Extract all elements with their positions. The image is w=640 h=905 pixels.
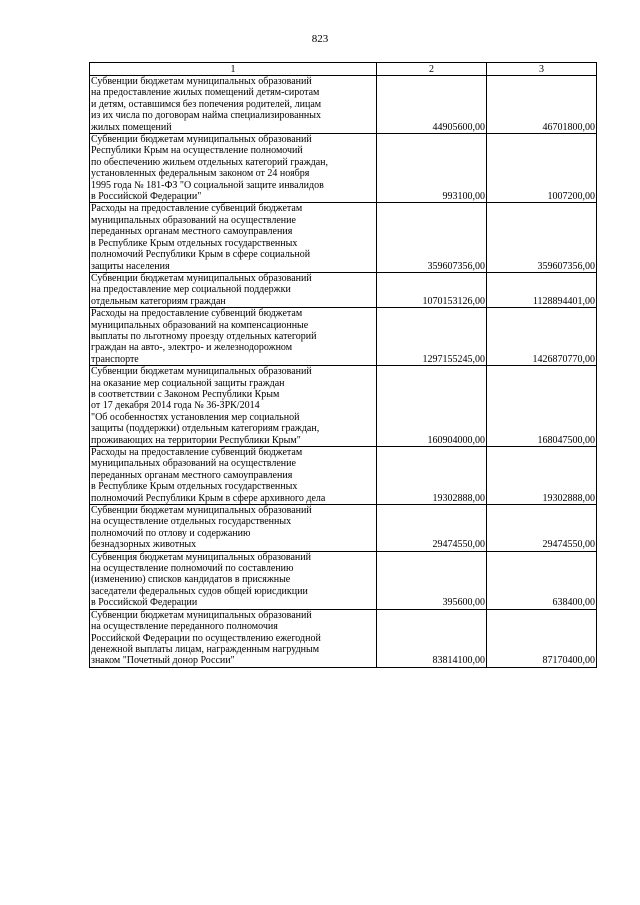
row-value-col3: 1007200,00 bbox=[487, 134, 597, 203]
row-value-col2: 83814100,00 bbox=[377, 609, 487, 667]
row-description: Расходы на предоставление субвенций бюджетам муниципальных образований на осуществление переданных органам местного самоуправления в Республике Крым отдельных государственных полномочий Республики Крым в сфере архивного дела bbox=[90, 447, 377, 505]
row-value-col2: 1297155245,00 bbox=[377, 308, 487, 366]
budget-table bbox=[89, 62, 597, 668]
row-description: Субвенции бюджетам муниципальных образований на осуществление отдельных государственных полномочий по отлову и содержанию безнадзорных животных bbox=[90, 505, 377, 552]
column-header-1: 1 bbox=[90, 63, 377, 76]
row-value-col3: 638400,00 bbox=[487, 551, 597, 609]
row-value-col3: 168047500,00 bbox=[487, 366, 597, 447]
page-number: 823 bbox=[311, 33, 329, 45]
row-value-col3: 29474550,00 bbox=[487, 505, 597, 552]
table-row bbox=[90, 551, 597, 609]
row-description: Субвенции бюджетам муниципальных образований на оказание мер социальной защиты граждан в соответствии с Законом Республики Крым от 17 декабря 2014 года № 36-ЗРК/2014 "Об особенностях установления мер социальной защиты (поддержки) отдельным категориям граждан, проживающих на территории Республики Крым" bbox=[90, 366, 377, 447]
table-row bbox=[90, 609, 597, 667]
table-header-row bbox=[90, 63, 597, 76]
row-description: Расходы на предоставление субвенций бюджетам муниципальных образований на осуществление переданных органам местного самоуправления в Республике Крым отдельных государственных полномочий Республики Крым в сфере социальной защиты населения bbox=[90, 203, 377, 272]
row-description: Расходы на предоставление субвенций бюджетам муниципальных образований на компенсационные выплаты по льготному проезду отдельных категорий граждан на авто-, электро- и железнодорожном транспорте bbox=[90, 308, 377, 366]
table-row bbox=[90, 308, 597, 366]
row-value-col3: 87170400,00 bbox=[487, 609, 597, 667]
column-header-3: 3 bbox=[487, 63, 597, 76]
row-value-col3: 359607356,00 bbox=[487, 203, 597, 272]
table-row bbox=[90, 203, 597, 272]
row-description: Субвенции бюджетам муниципальных образований на предоставление жилых помещений детям-сиротам и детям, оставшимся без попечения родителей, лицам из их числа по договорам найма специализированных жилых помещений bbox=[90, 76, 377, 134]
row-description: Субвенции бюджетам муниципальных образований на предоставление мер социальной поддержки отдельным категориям граждан bbox=[90, 272, 377, 307]
row-value-col3: 1426870770,00 bbox=[487, 308, 597, 366]
row-value-col2: 44905600,00 bbox=[377, 76, 487, 134]
table-row bbox=[90, 447, 597, 505]
table-row bbox=[90, 76, 597, 134]
table-row bbox=[90, 272, 597, 307]
row-value-col3: 1128894401,00 bbox=[487, 272, 597, 307]
table-row bbox=[90, 366, 597, 447]
row-description: Субвенции бюджетам муниципальных образований Республики Крым на осуществление полномочий по обеспечению жильем отдельных категорий граждан, установленных федеральным законом от 24 ноября 1995 года № 181-ФЗ "О социальной защите инвалидов в Российской Федерации" bbox=[90, 134, 377, 203]
table-row bbox=[90, 505, 597, 552]
row-value-col2: 1070153126,00 bbox=[377, 272, 487, 307]
row-value-col2: 395600,00 bbox=[377, 551, 487, 609]
row-value-col2: 993100,00 bbox=[377, 134, 487, 203]
row-description: Субвенция бюджетам муниципальных образований на осуществление полномочий по составлению (изменению) списков кандидатов в присяжные заседатели федеральных судов общей юрисдикции в Российской Федерации bbox=[90, 551, 377, 609]
row-value-col2: 29474550,00 bbox=[377, 505, 487, 552]
row-value-col3: 19302888,00 bbox=[487, 447, 597, 505]
row-description: Субвенции бюджетам муниципальных образований на осуществление переданного полномочия Российской Федерации по осуществлению ежегодной денежной выплаты лицам, награжденным нагрудным знаком "Почетный донор России" bbox=[90, 609, 377, 667]
row-value-col2: 19302888,00 bbox=[377, 447, 487, 505]
column-header-2: 2 bbox=[377, 63, 487, 76]
row-value-col2: 160904000,00 bbox=[377, 366, 487, 447]
table-row bbox=[90, 134, 597, 203]
row-value-col2: 359607356,00 bbox=[377, 203, 487, 272]
row-value-col3: 46701800,00 bbox=[487, 76, 597, 134]
